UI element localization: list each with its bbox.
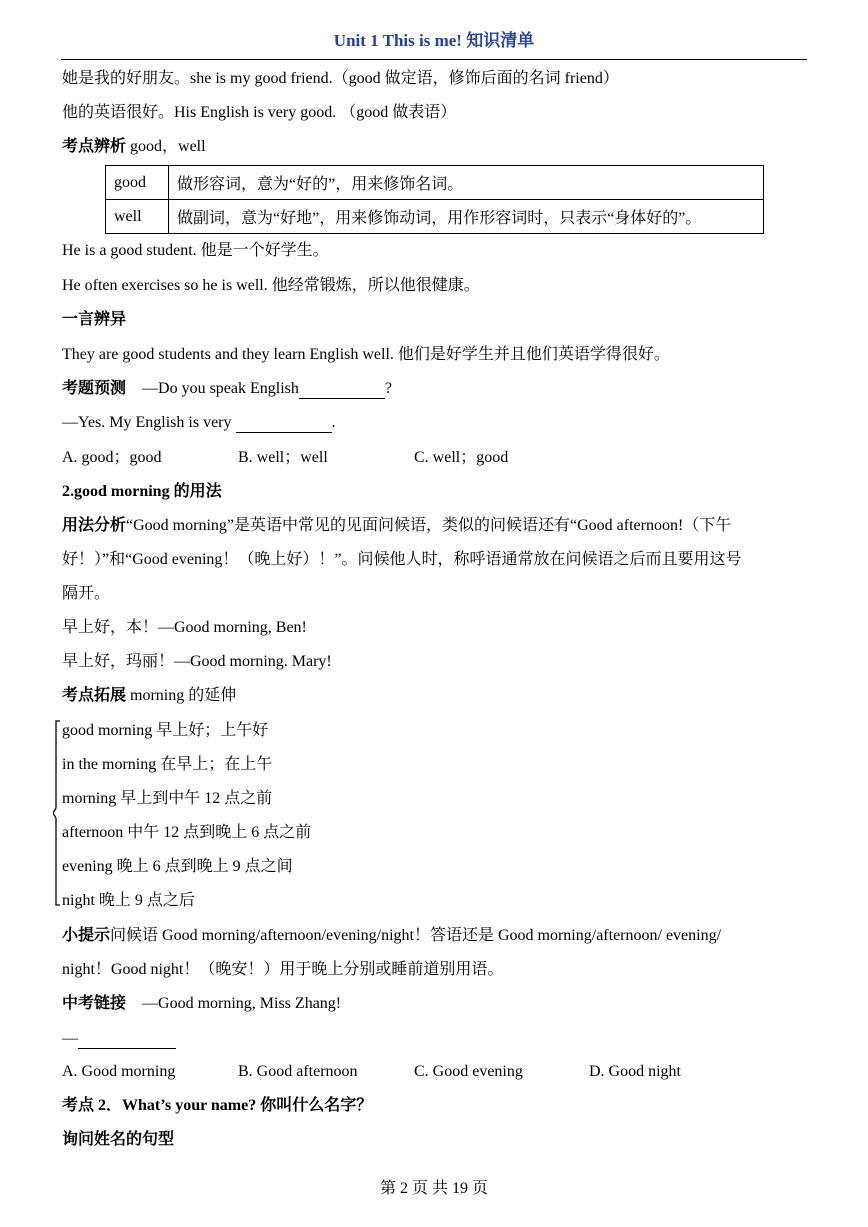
list-item: evening 晚上 6 点到晚上 9 点之间 xyxy=(62,858,293,875)
paragraph-line: night！Good night！（晚安！）用于晚上分别或睡前道别用语。 xyxy=(62,961,504,978)
section-text: morning 的延伸 xyxy=(126,687,237,704)
table-cell-desc: 做副词，意为“好地”，用来修饰动词，用作形容词时，只表示“身体好的”。 xyxy=(169,200,764,234)
table-row xyxy=(106,166,764,200)
option: B. well；well xyxy=(238,449,328,466)
table-cell-desc: 做形容词，意为“好的”，用来修饰名词。 xyxy=(169,166,764,200)
option: C. well；good xyxy=(414,449,509,466)
section-title: 询问姓名的句型 xyxy=(62,1131,175,1148)
list-item: good morning 早上好；上午好 xyxy=(62,722,269,739)
example-line: He often exercises so he is well. 他经常锻炼，所以他很健康。 xyxy=(62,277,480,294)
header-divider xyxy=(61,59,807,60)
table-row xyxy=(106,200,764,234)
section-label: 用法分析 xyxy=(62,517,127,534)
question-end: ? xyxy=(384,380,393,397)
quiz-question xyxy=(62,413,336,433)
paragraph-line xyxy=(62,516,731,536)
paragraph-line: 隔开。 xyxy=(62,585,111,602)
comparison-table xyxy=(105,165,764,234)
list-item: afternoon 中午 12 点到晚上 6 点之前 xyxy=(62,824,312,841)
paragraph-text: 问候语 Good morning/afternoon/evening/night！答语还是 Good morning/afternoon/ evening/ xyxy=(110,927,722,944)
quiz-question xyxy=(62,994,341,1014)
section-text: good，well xyxy=(126,138,206,155)
section-label: 中考链接 xyxy=(62,995,127,1012)
section-title: 2.good morning 的用法 xyxy=(62,483,222,500)
section-label: 一言辨异 xyxy=(62,311,127,328)
table-cell-word: well xyxy=(106,200,169,234)
section-label: 考点辨析 xyxy=(62,138,127,155)
option: D. Good night xyxy=(589,1063,681,1080)
section-title: 考点 2．What’s your name? 你叫什么名字？ xyxy=(62,1097,373,1114)
question-text: — xyxy=(62,1030,78,1047)
left-brace-icon xyxy=(53,720,61,906)
section-label: 考点拓展 xyxy=(62,687,127,704)
paragraph-line xyxy=(62,926,721,946)
paragraph-text: “Good morning”是英语中常见的见面问候语，类似的问候语还有“Good afternoon!（下午 xyxy=(126,517,732,534)
question-text: —Yes. My English is very xyxy=(62,414,236,431)
paragraph-line: 好！）”和“Good evening！（晚上好）！”。问候他人时，称呼语通常放在问候语之后而且要用这号 xyxy=(62,551,742,568)
answer-blank xyxy=(78,1032,176,1049)
example-line: 早上好，本！—Good morning, Ben! xyxy=(62,619,307,636)
page-header-title: Unit 1 This is me! 知识清单 xyxy=(333,31,535,50)
list-item: morning 早上到中午 12 点之前 xyxy=(62,790,273,807)
question-end: . xyxy=(331,414,336,431)
page-footer: 第 2 页 共 19 页 xyxy=(379,1180,488,1197)
option: A. Good morning xyxy=(62,1063,176,1080)
example-line: 早上好，玛丽！—Good morning. Mary! xyxy=(62,653,332,670)
list-item: in the morning 在早上；在上午 xyxy=(62,756,273,773)
option: C. Good evening xyxy=(414,1063,523,1080)
quiz-answer-line xyxy=(62,1029,176,1049)
answer-blank xyxy=(299,382,385,399)
answer-blank xyxy=(236,416,332,433)
table-cell-word: good xyxy=(106,166,169,200)
option: B. Good afternoon xyxy=(238,1063,358,1080)
example-line: 他的英语很好。His English is very good. （good 做表语） xyxy=(62,104,457,121)
example-line: They are good students and they learn English well. 他们是好学生并且他们英语学得很好。 xyxy=(62,346,670,363)
section-tuozhan xyxy=(62,686,236,706)
option: A. good；good xyxy=(62,449,162,466)
section-label: 小提示 xyxy=(62,927,111,944)
section-bianxi xyxy=(62,137,206,157)
list-item: night 晚上 9 点之后 xyxy=(62,892,195,909)
quiz-question xyxy=(62,379,392,399)
example-line: 她是我的好朋友。she is my good friend.（good 做定语，修饰后面的名词 friend） xyxy=(62,70,619,87)
example-line: He is a good student. 他是一个好学生。 xyxy=(62,242,329,259)
section-label: 考题预测 xyxy=(62,380,127,397)
question-text: —Good morning, Miss Zhang! xyxy=(126,995,342,1012)
question-text: —Do you speak English xyxy=(126,380,299,397)
